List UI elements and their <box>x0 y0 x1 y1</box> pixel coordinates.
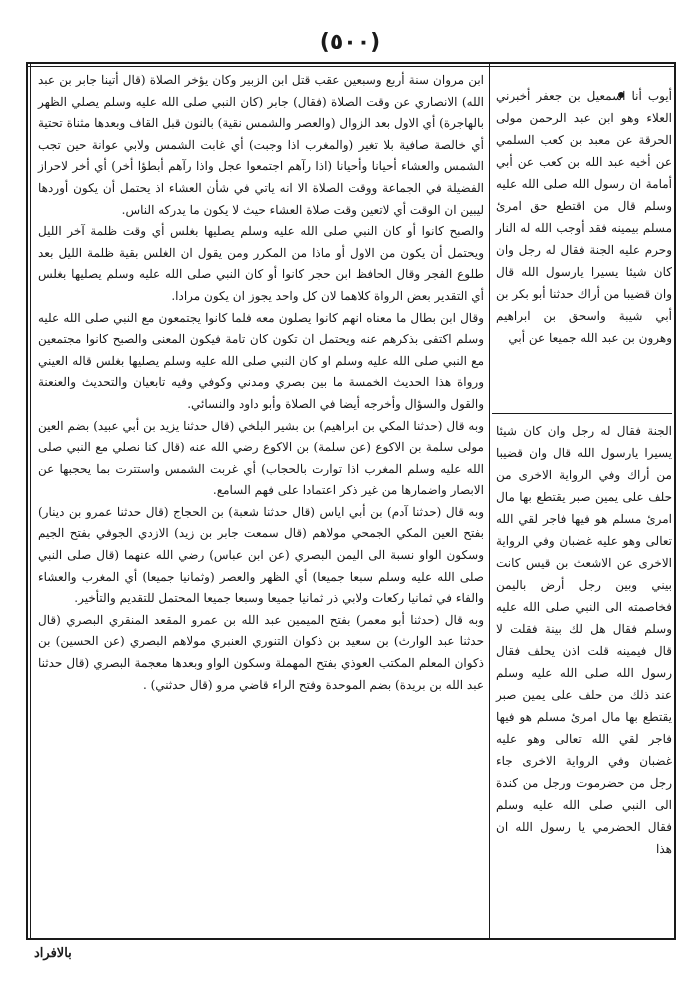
main-paragraph: وبه قال (حدثنا آدم) بن أبي اياس (قال حدثنا شعبة) بن الحجاج (قال حدثنا عمرو بن دينار) بفتح العين المكي الجمحي مولاهم (قال سمعت جابر بن زيد) الازدي الجوفي بفتح الجيم وسكون الواو نسبة الى اليمن البصري (عن ابن عباس) رضي الله عنهما (قال صلى النبي صلى الله عليه وسلم سبعا جميعا) أي الظهر والعصر (وثمانيا جميعا) أي المغرب والعشاء والفاء في ثمانيا ركعات ولابي ذر ثمانيا جميعا وسبعا جميعا المحتمل للتقديم والتأخير. <box>38 504 484 606</box>
frame-left-rule-inner <box>30 62 31 940</box>
frame-top-rule-inner <box>26 66 676 67</box>
margin-text-upper: أيوب أنا اسمعيل بن جعفر أخبرني العلاء وهو ابن عبد الرحمن مولى الحرقة عن معبد بن كعب السلمي عن أخيه عبد الله بن كعب عن أبي أمامة ان رسول الله صلى الله عليه وسلم قال من اقتطع حق امرئ مسلم بيمينه فقد أوجب الله له النار وحرم عليه الجنة فقال له رجل وان كان شيئا يسيرا يارسول الله قال وان قضيبا من أراك حدثنا أبو بكر بن أبي شيبة واسحق بن ابراهيم وهرون بن عبد الله جميعا عن أبي <box>496 89 672 345</box>
main-paragraph: وبه قال (حدثنا أبو معمر) بفتح الميمين عبد الله بن عمرو المقعد المنقري البصري (قال حدثنا عبد الوارث) بن سعيد بن ذكوان التنوري العنبري مولاهم البصري (عن الحسين) بن ذكوان المعلم المكتب العوذي بفتح المهملة وسكون الواو وبعدها معجمة البصري (قال حدثنا عبد الله بن بريدة) بضم الموحدة وفتح الراء قاضي مرو (قال حدثني) . <box>38 612 484 692</box>
main-paragraph: وبه قال (حدثنا المكي بن ابراهيم) بن بشير البلخي (قال حدثنا يزيد بن أبي عبيد) بضم العين مولى سلمة بن الاكوع (عن سلمة) بن الاكوع رضي الله عنه (قال كنا نصلي مع النبي صلى الله عليه وسلم المغرب اذا توارت بالحجاب) أي غربت الشمس واستترت بما يحجبها عن الابصار واضمارها من غير ذكر اعتمادا على فهم السامع. <box>38 418 484 498</box>
catchword: بالافراد <box>34 946 72 961</box>
main-paragraph: والصبح كانوا أو كان النبي صلى الله عليه وسلم يصليها بغلس أي وقت ظلمة آخر الليل ويحتمل أن يكون من الاول أو ماذا من المكرر ومن يقول ان الغلس بقية ظلمة الليل بعد طلوع الفجر وقال الحافظ ابن حجر كانوا أو كان النبي صلى الله عليه وسلم يصليها بغلس أي التقدير بعض الرواة كلاهما لان كل واحد يجوز ان يكون مرادا. <box>38 224 484 303</box>
frame-top-rule <box>26 62 676 64</box>
frame-left-rule <box>26 62 28 940</box>
main-paragraph: وقال ابن بطال ما معناه انهم كانوا يصلون معه فلما كانوا يجتمعون مع النبي صلى الله عليه وسلم اكتفى بذكرهم عنه ويحتمل ان تكون كان تامة فيكون المعنى والصبح كانوا مجتمعين مع النبي صلى الله عليه وسلم او كان النبي صلى الله عليه وسلم يصليها بغلس قاله العيني ورواة هذا الحديث الخمسة ما بين بصري ومدني وكوفي وفيه تابعيان والتحديث والعنعنة والقول والسؤال وأخرجه أيضا في الصلاة وأبو داود والنسائي. <box>38 310 484 411</box>
main-commentary-column <box>38 70 484 928</box>
page-number: (٥٠٠) <box>319 30 381 55</box>
column-divider <box>489 62 490 940</box>
main-paragraph: ابن مروان سنة أربع وسبعين عقب قتل ابن الزبير وكان يؤخر الصلاة (قال أتينا جابر بن عبد الله) الانصاري عن وقت الصلاة (فقال) جابر (كان النبي صلى الله عليه وسلم يصلي الظهر بالهاجرة) أي الاول بعد الزوال (والعصر والشمس نقية) بالنون قبل القاف وبعدها مثناة تحتية أي خالصة صافية بلا تغير (والمغرب اذا وجبت) أي غابت الشمس ولابي عوانة حين تجب الشمس والعشاء أحيانا وأحيانا (اذا رآهم اجتمعوا عجل واذا رآهم أبطؤا أخر) أي أخر لاحراز الفضيلة في الجماعة ووقت الصلاة الا انه ياتي في شأن العشاء اذ يحتمل أن يكون أوردها ليبين ان الوقت أي لاتعين وقت صلاة العشاء حيث لا يكون ما يدركه الناس. <box>38 73 485 217</box>
margin-text-lower: الجنة فقال له رجل وان كان شيئا يسيرا يارسول الله قال وان قضيبا من أراك وفي الرواية الاخرى من حلف على يمين صبر يقتطع بها مال امرئ مسلم هو فيها فاجر لقي الله تعالى وهو عليه غضبان وفي الرواية الاخرى عن الاشعث بن قيس كانت بيني وبين رجل أرض باليمن فخاصمته الى النبي صلى الله عليه وسلم فقال هل لك بينة فقلت لا قال فيمينه قلت اذن يحلف فقال رسول الله صلى الله عليه وسلم عند ذلك من حلف على يمين صبر يقتطع بها مال امرئ مسلم هو فيها فاجر لقي الله تعالى وهو عليه غضبان وفي الرواية الاخرى جاء رجل من حضرموت ورجل من كندة الى النبي صلى الله عليه وسلم فقال الحضرمي يا رسول الله ان هذا <box>496 424 672 856</box>
frame-bottom-rule <box>26 938 676 940</box>
margin-separator-rule <box>492 413 672 414</box>
margin-column-upper <box>496 85 672 349</box>
margin-column-lower <box>496 420 672 860</box>
frame-right-rule <box>674 62 676 940</box>
